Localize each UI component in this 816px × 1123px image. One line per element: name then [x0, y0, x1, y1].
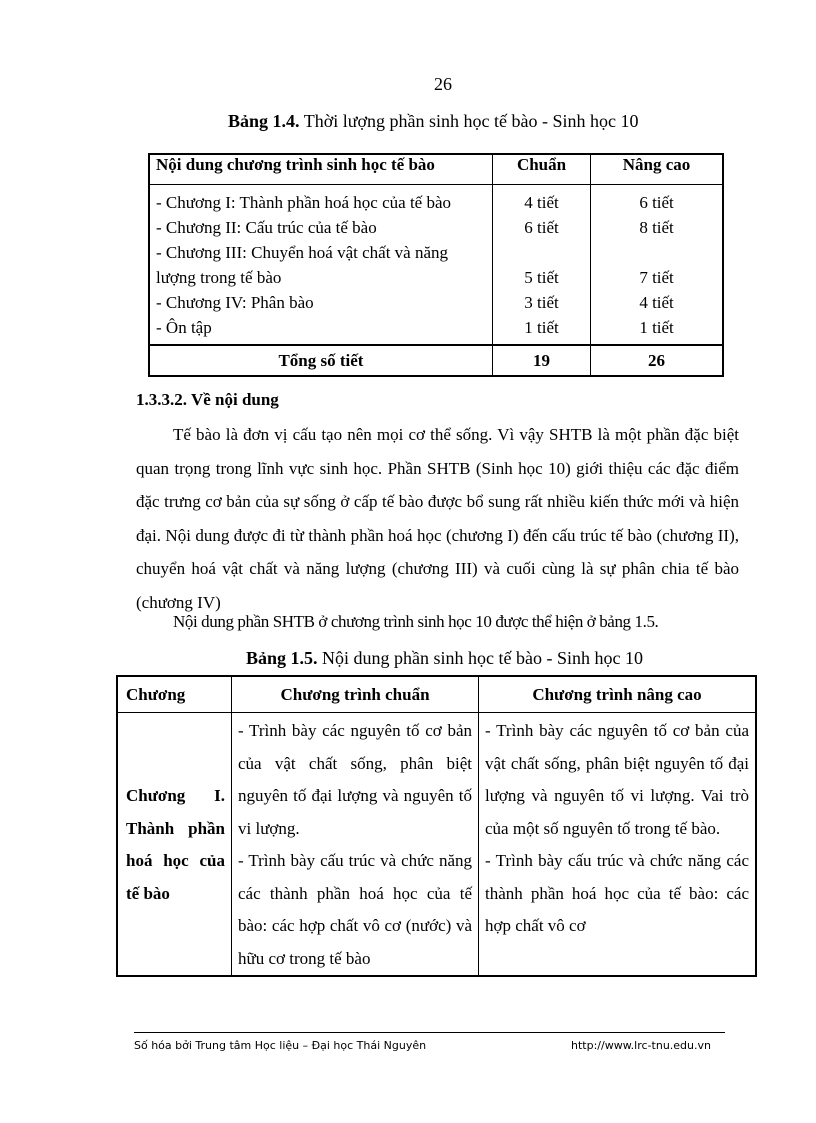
row-advanced: 6 tiết: [639, 193, 674, 212]
paragraph-text: Tế bào là đơn vị cấu tạo nên mọi cơ thể sống. Vì vậy SHTB là một phần đặc biệt quan trọng trong lĩnh vực sinh học. Phần SHTB (Sinh học 10) giới thiệu các đặc điểm đặc trưng cơ bản của sự sống ở cấp tế bào được bổ sung rất nhiều kiến thức mới và hiện đại. Nội dung được đi từ thành phần hoá học (chương I) đến cấu trúc tế bào (chương II), chuyển hoá vật chất và năng lượng (chương III) và cuối cùng là sự phân chia tế bào (chương IV): [136, 425, 739, 612]
header-advanced-program: Chương trình nâng cao: [479, 676, 757, 713]
header-content: Nội dung chương trình sinh học tế bào: [149, 154, 492, 185]
row-advanced: 1 tiết: [639, 318, 674, 337]
table-1-4: [148, 153, 724, 377]
total-standard: 19: [492, 345, 590, 376]
row-standard: 5 tiết: [524, 268, 559, 287]
header-advanced: Nâng cao: [591, 154, 723, 185]
total-advanced: 26: [591, 345, 723, 376]
row-content: - Ôn tập: [156, 318, 212, 337]
table-1-5: [116, 675, 757, 977]
caption-text: Nội dung phần sinh học tế bào - Sinh học 10: [317, 648, 643, 668]
table-1-4-caption: [228, 111, 638, 132]
row-standard: 6 tiết: [524, 218, 559, 237]
standard-cell: - Trình bày các nguyên tố cơ bản của vật chất sống, phân biệt nguyên tố đại lượng và nguyên tố vi lượng. - Trình bày cấu trúc và chức năng các thành phần hoá học của tế bào: các hợp chất vô cơ (nước) và hữu cơ trong tế bào: [232, 713, 479, 977]
intro-sentence: Nội dung phần SHTB ở chương trình sinh học 10 được thể hiện ở bảng 1.5.: [173, 612, 659, 631]
caption-label: Bảng 1.5.: [246, 648, 318, 668]
row-advanced: 8 tiết: [639, 218, 674, 237]
table-1-5-caption: [246, 648, 643, 669]
total-row: [149, 345, 723, 376]
header-standard: Chuẩn: [492, 154, 590, 185]
caption-text: Thời lượng phần sinh học tế bào - Sinh học 10: [299, 111, 639, 131]
section-title: 1.3.3.2. Về nội dung: [136, 390, 279, 409]
caption-label: Bảng 1.4.: [228, 111, 300, 131]
page-number: 26: [434, 74, 452, 94]
table-row: [149, 185, 723, 346]
row-standard: 3 tiết: [524, 293, 559, 312]
footer-url[interactable]: http://www.lrc-tnu.edu.vn: [571, 1039, 711, 1052]
row-standard: 1 tiết: [524, 318, 559, 337]
row-content: - Chương IV: Phân bào: [156, 293, 314, 312]
row-content: - Chương III: Chuyển hoá vật chất và năng lượng trong tế bào: [156, 243, 449, 287]
total-label: Tổng số tiết: [149, 345, 492, 376]
header-chapter: Chương: [117, 676, 232, 713]
footer-source: Số hóa bởi Trung tâm Học liệu – Đại học Thái Nguyên: [134, 1039, 427, 1052]
footer-divider: [134, 1032, 725, 1033]
row-advanced: 4 tiết: [639, 293, 674, 312]
row-content: - Chương II: Cấu trúc của tế bào: [156, 218, 377, 237]
header-standard-program: Chương trình chuẩn: [232, 676, 479, 713]
row-content: - Chương I: Thành phần hoá học của tế bào: [156, 193, 452, 212]
row-advanced: 7 tiết: [639, 268, 674, 287]
advanced-cell: - Trình bày các nguyên tố cơ bản của vật chất sống, phân biệt nguyên tố đại lượng và nguyên tố vi lượng. Vai trò của một số nguyên tố trong tế bào. - Trình bày cấu trúc và chức năng các thành phần hoá học của tế bào: các hợp chất vô cơ: [479, 713, 757, 977]
chapter-cell: Chương I. Thành phần hoá học của tế bào: [117, 713, 232, 977]
table-row: [117, 713, 756, 977]
body-paragraph: [136, 418, 739, 619]
row-standard: 4 tiết: [524, 193, 559, 212]
